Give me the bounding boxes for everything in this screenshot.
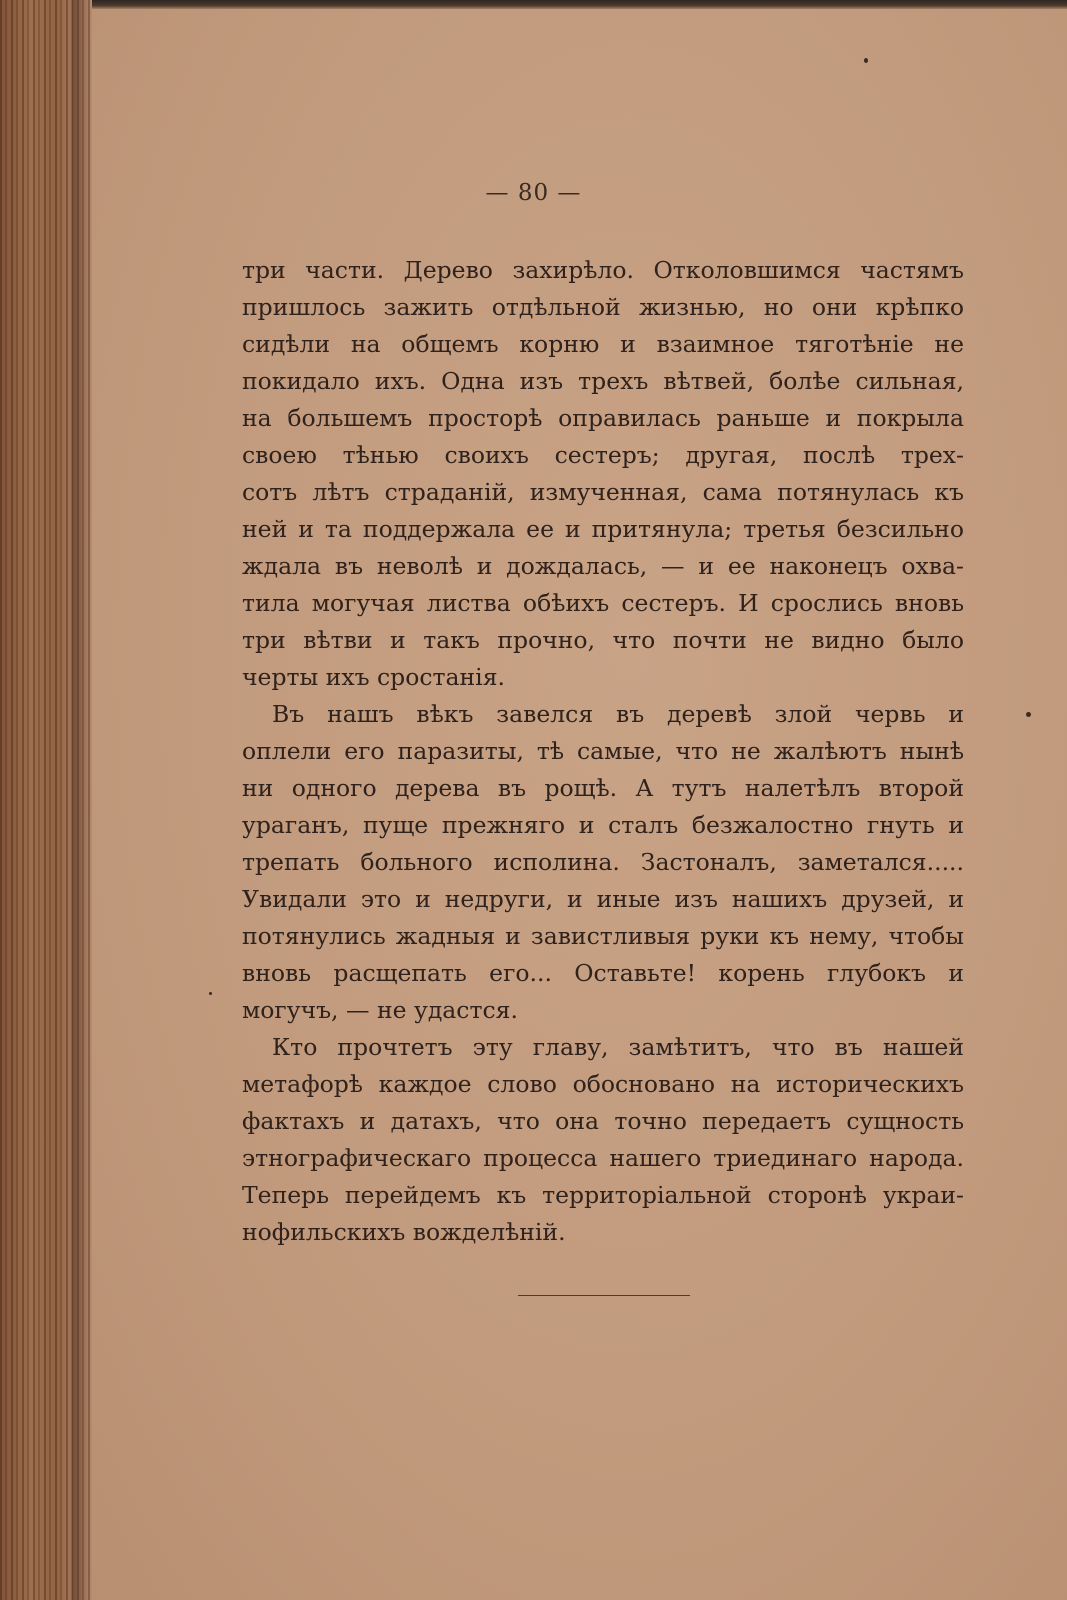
text-line: этнографическаго процесса нашего триединаго народа. bbox=[242, 1144, 964, 1172]
paragraph bbox=[242, 696, 964, 1029]
text-line: три вѣтви и такъ прочно, что почти не видно было bbox=[242, 626, 964, 654]
body-text bbox=[242, 252, 964, 1251]
text-line: ни одного дерева въ рощѣ. А тутъ налетѣлъ второй bbox=[242, 774, 964, 802]
text-line: сотъ лѣтъ страданій, измученная, сама потянулась къ bbox=[242, 478, 964, 506]
text-line: ней и та поддержала ее и притянула; третья безсильно bbox=[242, 515, 964, 543]
text-line: три части. Дерево захирѣло. Отколовшимся частямъ bbox=[242, 256, 964, 284]
text-line: трепать больного исполина. Застоналъ, заметался..... bbox=[242, 848, 964, 876]
text-line: черты ихъ сростанія. bbox=[242, 663, 505, 691]
text-line: сидѣли на общемъ корню и взаимное тяготѣніе не bbox=[242, 330, 964, 358]
paragraph bbox=[242, 252, 964, 696]
paragraph bbox=[242, 1029, 964, 1251]
text-line: ураганъ, пуще прежняго и сталъ безжалостно гнуть и bbox=[242, 811, 964, 839]
text-line: Теперь перейдемъ къ территоріальной сторонѣ украи- bbox=[242, 1181, 964, 1209]
text-line: ждала въ неволѣ и дождалась, — и ее наконецъ охва- bbox=[242, 552, 964, 580]
text-line: потянулись жадныя и завистливыя руки къ нему, чтобы bbox=[242, 922, 964, 950]
ink-speck bbox=[209, 992, 212, 995]
page-number: — 80 — bbox=[485, 180, 582, 206]
text-line: своею тѣнью своихъ сестеръ; другая, послѣ трех- bbox=[242, 441, 964, 469]
text-line: тила могучая листва обѣихъ сестеръ. И срослись вновь bbox=[242, 589, 964, 617]
text-line: могучъ, — не удастся. bbox=[242, 996, 518, 1024]
text-line: на большемъ просторѣ оправилась раньше и покрыла bbox=[242, 404, 964, 432]
text-line: нофильскихъ вожделѣній. bbox=[242, 1218, 566, 1246]
ink-speck bbox=[1026, 712, 1031, 717]
text-line: фактахъ и датахъ, что она точно передаетъ сущность bbox=[242, 1107, 964, 1135]
text-line: покидало ихъ. Одна изъ трехъ вѣтвей, болѣе сильная, bbox=[242, 367, 964, 395]
text-line: Увидали это и недруги, и иные изъ нашихъ друзей, и bbox=[242, 885, 964, 913]
gutter-shadow bbox=[72, 0, 92, 1600]
text-line: Въ нашъ вѣкъ завелся въ деревѣ злой червь и bbox=[272, 700, 964, 728]
ink-speck bbox=[864, 58, 868, 63]
text-line: пришлось зажить отдѣльной жизнью, но они крѣпко bbox=[242, 293, 964, 321]
text-line: вновь расщепать его... Оставьте! корень глубокъ и bbox=[242, 959, 964, 987]
text-line: метафорѣ каждое слово обосновано на историческихъ bbox=[242, 1070, 964, 1098]
text-line: оплели его паразиты, тѣ самые, что не жалѣютъ нынѣ bbox=[242, 737, 964, 765]
text-line: Кто прочтетъ эту главу, замѣтитъ, что въ нашей bbox=[272, 1033, 964, 1061]
end-rule bbox=[518, 1295, 690, 1296]
book-top-edge bbox=[0, 0, 1067, 9]
